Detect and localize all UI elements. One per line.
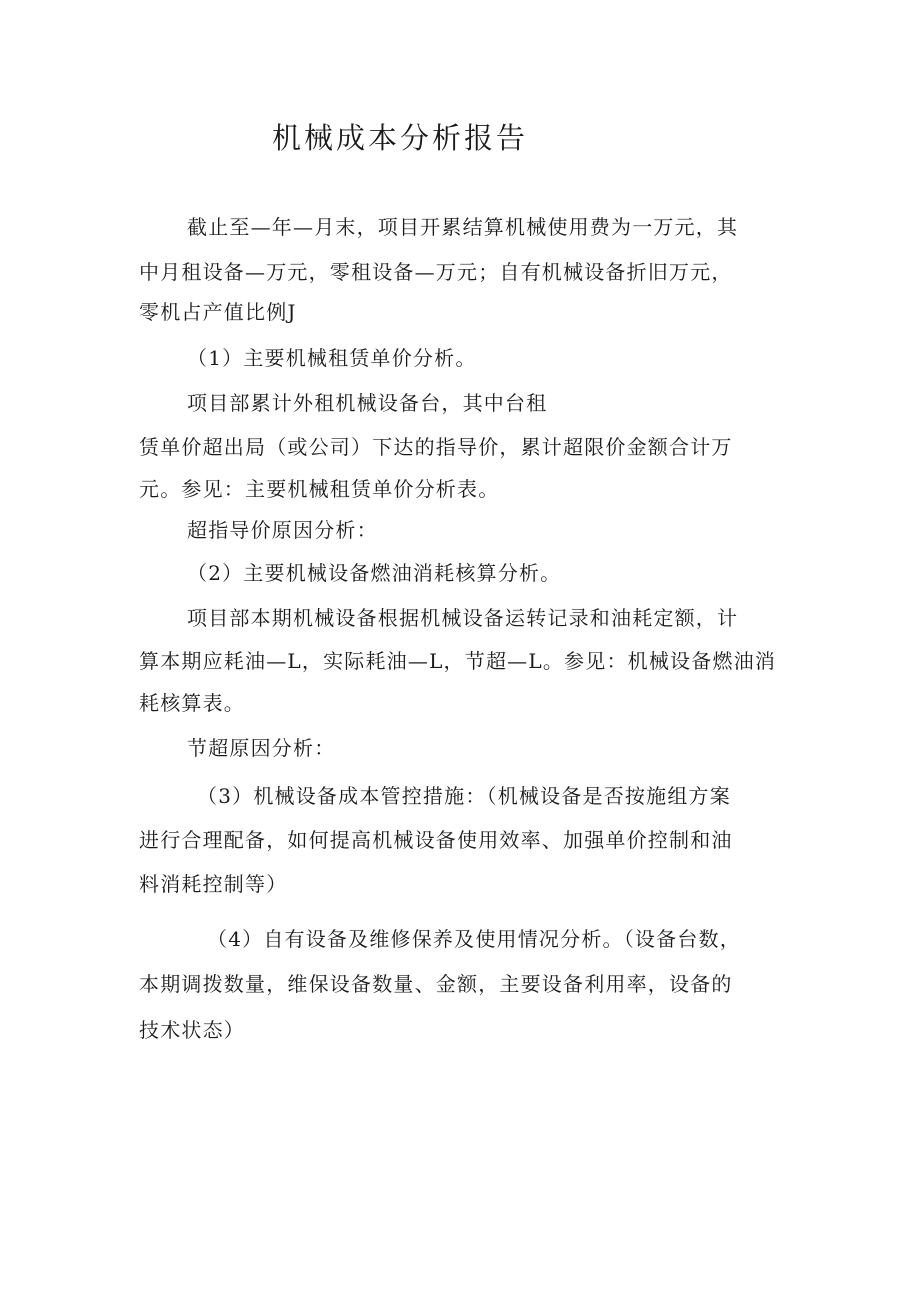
paragraph-line: 截止至—年—月末，项目开累结算机械使用费为一万元，其 xyxy=(187,215,739,239)
paragraph-line: 元。参见：主要机械租赁单价分析表。 xyxy=(139,477,500,501)
paragraph-line: 节超原因分析： xyxy=(187,736,336,760)
paragraph-line: 超指导价原因分析： xyxy=(187,518,378,542)
paragraph-line: 项目部本期机械设备根据机械设备运转记录和油耗定额，计 xyxy=(187,606,739,630)
paragraph-line: 本期调拨数量，维保设备数量、金额，主要设备利用率，设备的 xyxy=(139,972,733,996)
paragraph-line: 中月租设备—万元，零租设备—万元；自有机械设备折旧万元， xyxy=(139,260,733,284)
paragraph-line: 项目部累计外租机械设备台，其中台租 xyxy=(187,391,548,415)
document-title: 机械成本分析报告 xyxy=(272,121,529,155)
paragraph-line: 技术状态） xyxy=(139,1018,245,1042)
section-heading-4: （4）自有设备及维修保养及使用情况分析。（设备台数， xyxy=(207,927,741,951)
paragraph-line: 料消耗控制等） xyxy=(139,872,288,896)
paragraph-line: 进行合理配备，如何提高机械设备使用效率、加强单价控制和油 xyxy=(139,828,733,852)
section-heading-1: （1）主要机械租赁单价分析。 xyxy=(187,346,477,370)
paragraph-line: 赁单价超出局（或公司）下达的指导价，累计超限价金额合计万 xyxy=(139,435,733,459)
section-heading-2: （2）主要机械设备燃油消耗核算分析。 xyxy=(187,561,562,585)
paragraph-line: 零机占产值比例J xyxy=(139,300,297,324)
section-heading-3: （3）机械设备成本管控措施：（机械设备是否按施组方案 xyxy=(197,784,731,808)
paragraph-line: 耗核算表。 xyxy=(139,691,245,715)
paragraph-line: 算本期应耗油—L，实际耗油—L，节超—L。参见：机械设备燃油消 xyxy=(139,649,777,673)
